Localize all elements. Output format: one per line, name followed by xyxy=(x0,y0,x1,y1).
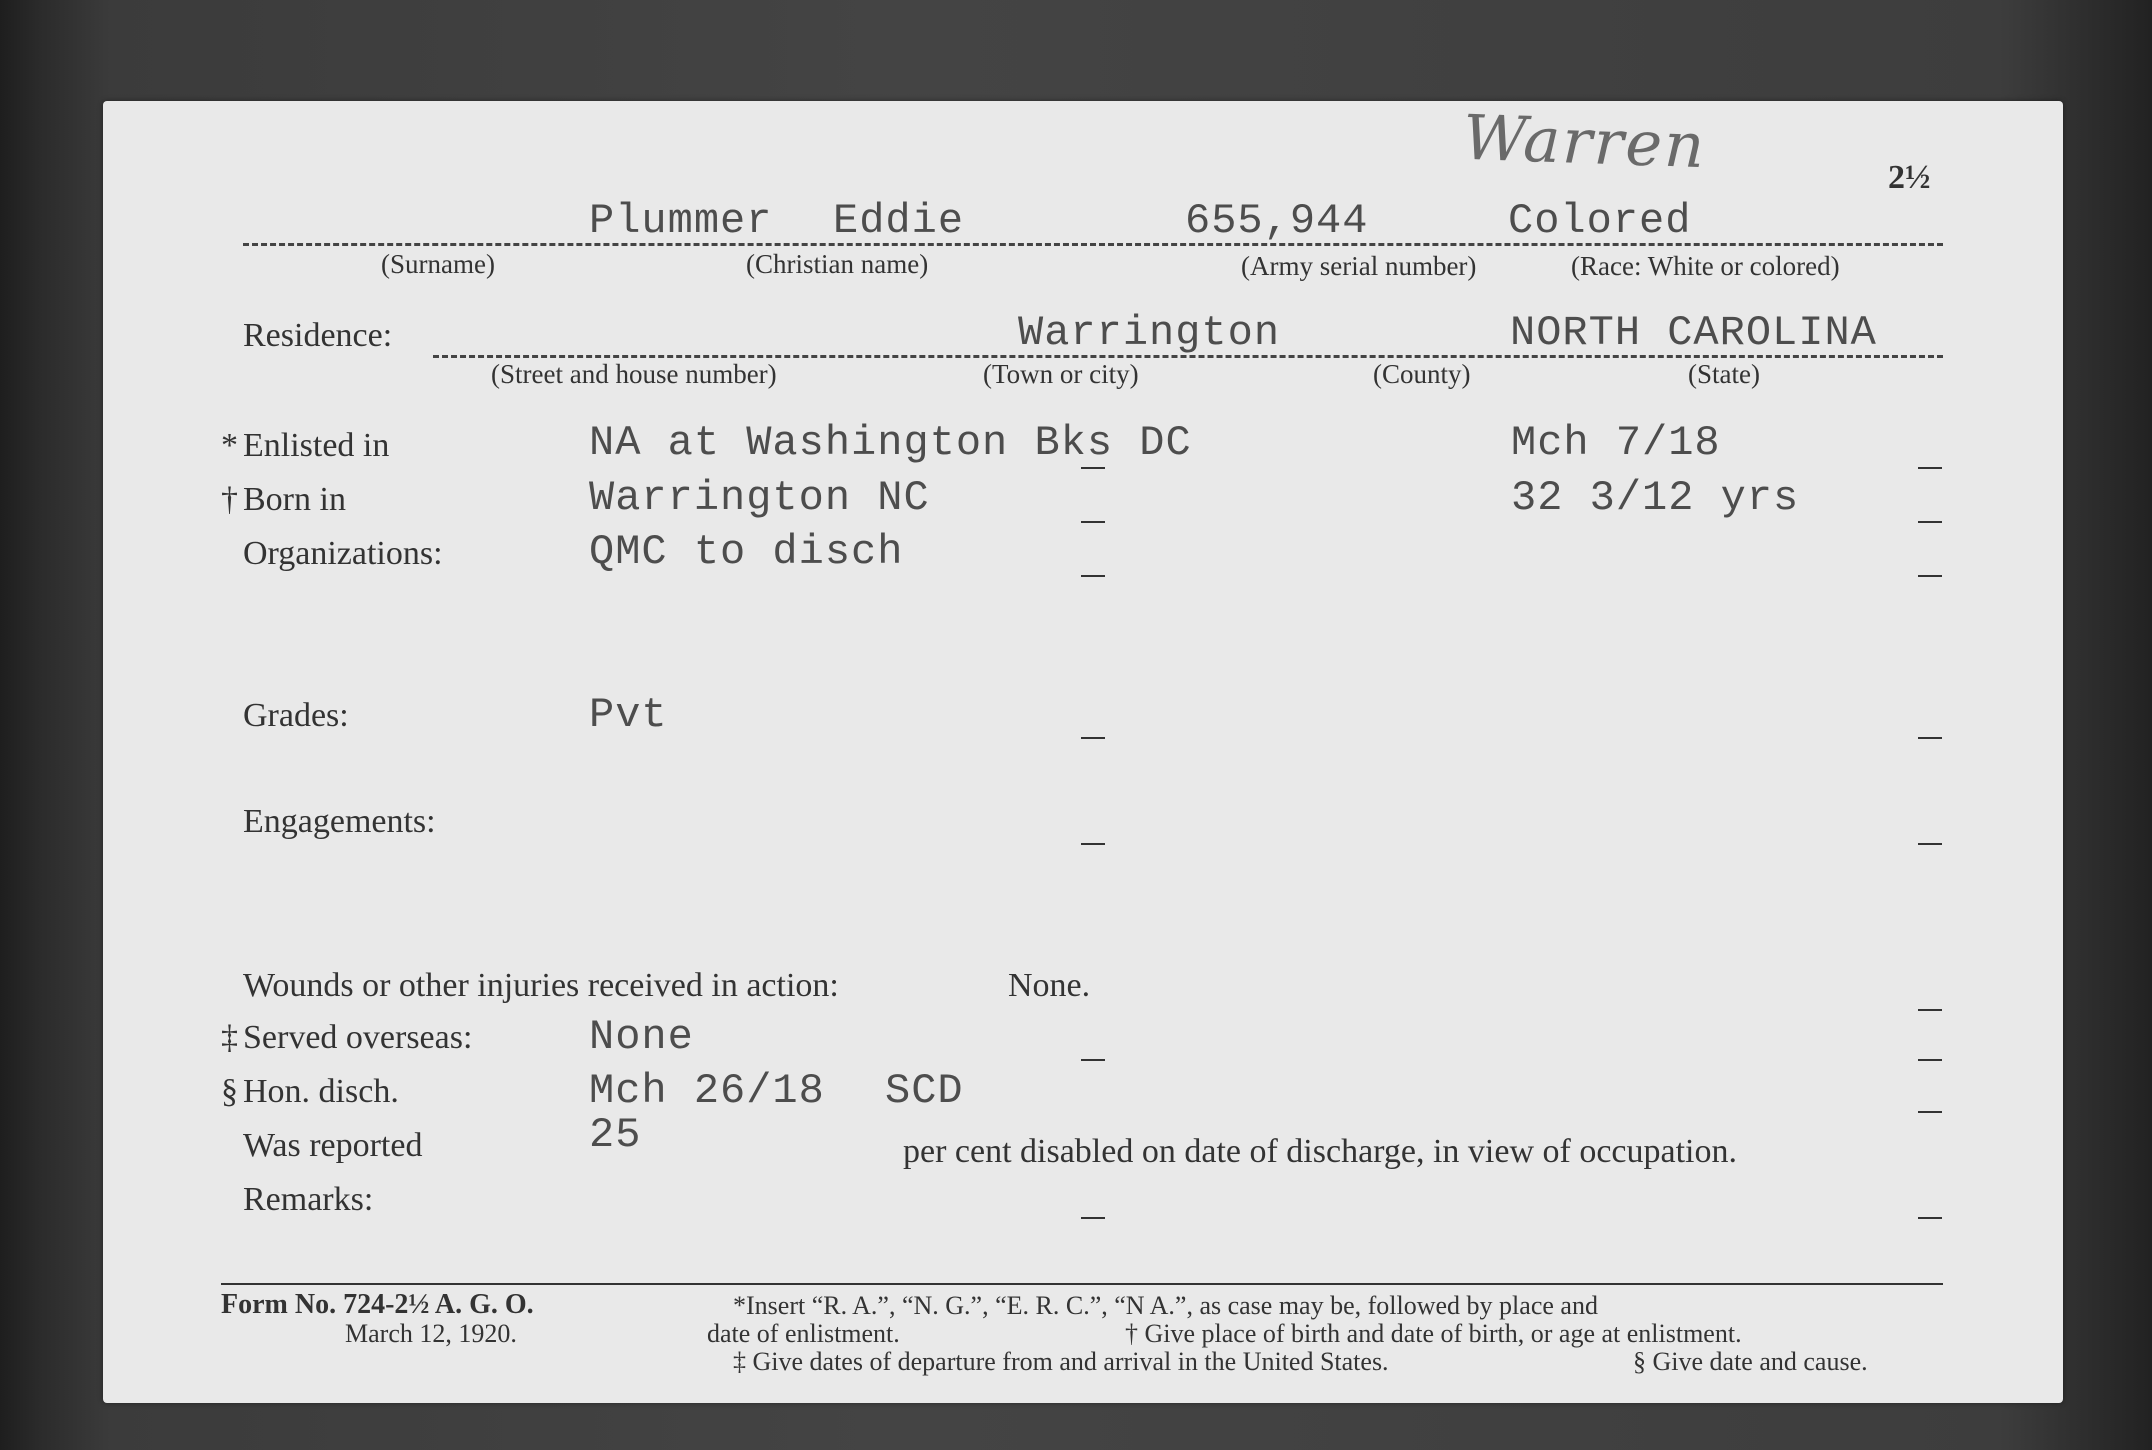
army-serial-caption: (Army serial number) xyxy=(1241,251,1477,281)
grades-dash-end xyxy=(1918,737,1942,739)
christian-name-value: Eddie xyxy=(833,197,965,245)
born-age: 32 3/12 yrs xyxy=(1511,474,1800,522)
remarks-dash-mid xyxy=(1081,1217,1105,1219)
race-value: Colored xyxy=(1508,197,1692,245)
residence-label: Residence: xyxy=(243,317,393,354)
enlisted-value: NA at Washington Bks DC xyxy=(589,419,1192,467)
enlisted-dash-mid xyxy=(1081,467,1105,469)
footnote-insert-line2: date of enlistment. xyxy=(707,1319,900,1348)
overseas-dash-mid xyxy=(1081,1059,1105,1061)
discharge-dash-end xyxy=(1918,1111,1942,1113)
organizations-dash-mid xyxy=(1081,575,1105,577)
wounds-value: None. xyxy=(1008,967,1091,1004)
enlisted-dash-end xyxy=(1918,467,1942,469)
engagements-dash-end xyxy=(1918,843,1942,845)
footnote-insert-line1: *Insert “R. A.”, “N. G.”, “E. R. C.”, “N A.”, as case may be, followed by place and xyxy=(733,1291,1598,1320)
discharge-label: Hon. disch. xyxy=(243,1073,399,1110)
town-caption: (Town or city) xyxy=(983,359,1139,389)
reported-suffix: per cent disabled on date of discharge, in view of occupation. xyxy=(903,1133,1737,1170)
name-row-line xyxy=(243,243,1943,246)
grades-value: Pvt xyxy=(589,691,668,739)
grades-label: Grades: xyxy=(243,697,349,734)
footer-rule xyxy=(221,1283,1943,1285)
enlisted-label: Enlisted in xyxy=(243,427,390,464)
wounds-dash-end xyxy=(1918,1009,1942,1011)
christian-name-caption: (Christian name) xyxy=(746,249,929,279)
residence-line xyxy=(433,355,1943,358)
reported-value: 25 xyxy=(589,1111,642,1159)
overseas-value: None xyxy=(589,1013,694,1061)
footnote-overseas: ‡ Give dates of departure from and arrival in the United States. xyxy=(733,1347,1389,1376)
born-mark: † xyxy=(221,481,238,518)
race-caption: (Race: White or colored) xyxy=(1571,251,1840,281)
handwritten-county: Warren xyxy=(1461,100,1708,183)
discharge-cause: SCD xyxy=(885,1067,964,1115)
army-serial-number-value: 655,944 xyxy=(1185,197,1369,245)
footnote-discharge: § Give date and cause. xyxy=(1633,1347,1868,1376)
discharge-date: Mch 26/18 xyxy=(589,1067,825,1115)
enlisted-date: Mch 7/18 xyxy=(1511,419,1721,467)
born-label: Born in xyxy=(243,481,346,518)
overseas-mark: ‡ xyxy=(221,1019,238,1056)
street-caption: (Street and house number) xyxy=(491,359,777,389)
organizations-value: QMC to disch xyxy=(589,528,904,576)
born-dash-mid xyxy=(1081,521,1105,523)
remarks-dash-end xyxy=(1918,1217,1942,1219)
footnote-birth: † Give place of birth and date of birth, or age at enlistment. xyxy=(1125,1319,1742,1348)
county-caption: (County) xyxy=(1373,359,1471,389)
overseas-dash-end xyxy=(1918,1059,1942,1061)
state-caption: (State) xyxy=(1688,359,1760,389)
born-value: Warrington NC xyxy=(589,474,930,522)
reported-label: Was reported xyxy=(243,1127,423,1164)
enlisted-mark: * xyxy=(221,427,238,464)
form-number: Form No. 724-2½ A. G. O. xyxy=(221,1289,534,1320)
remarks-label: Remarks: xyxy=(243,1181,374,1218)
form-date: March 12, 1920. xyxy=(345,1319,517,1348)
surname-caption: (Surname) xyxy=(381,249,495,279)
born-dash-end xyxy=(1918,521,1942,523)
engagements-label: Engagements: xyxy=(243,803,436,840)
corner-form-number: 2½ xyxy=(1888,159,1931,196)
discharge-mark: § xyxy=(221,1073,238,1110)
service-record-card xyxy=(103,101,2063,1403)
overseas-label: Served overseas: xyxy=(243,1019,473,1056)
residence-town-value: Warrington xyxy=(1018,309,1281,357)
surname-value: Plummer xyxy=(589,197,773,245)
wounds-label: Wounds or other injuries received in action: xyxy=(243,967,839,1004)
organizations-label: Organizations: xyxy=(243,535,443,572)
grades-dash-mid xyxy=(1081,737,1105,739)
residence-state-value: NORTH CAROLINA xyxy=(1510,309,1877,357)
organizations-dash-end xyxy=(1918,575,1942,577)
engagements-dash-mid xyxy=(1081,843,1105,845)
